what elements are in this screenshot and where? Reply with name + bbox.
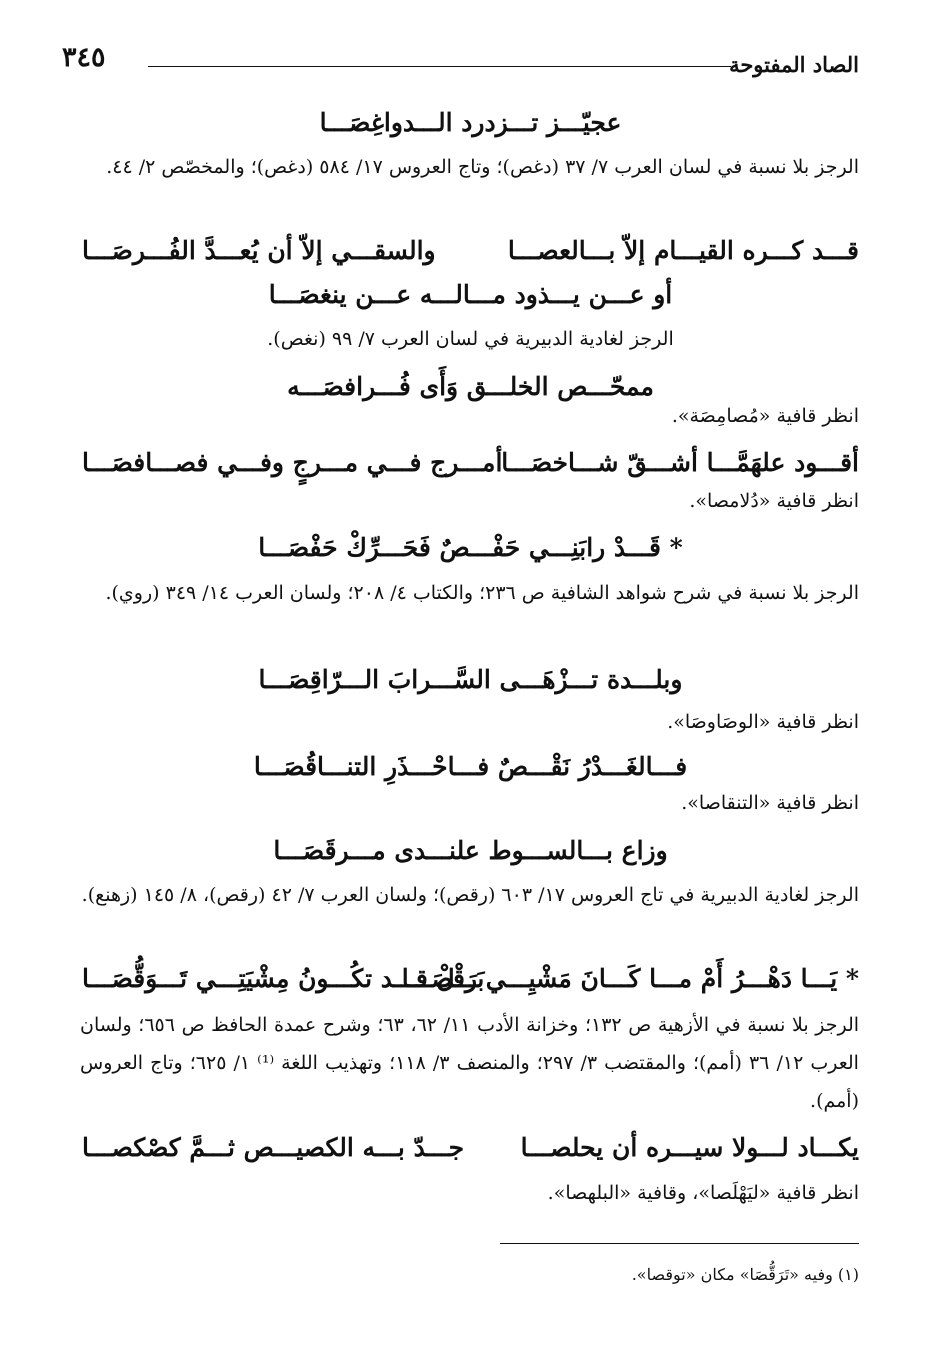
verse-hemistich-right: يكـــاد لـــولا سيـــره أن يحلصـــا xyxy=(520,1133,859,1162)
footnote-rule xyxy=(500,1243,859,1244)
see-reference: انظر قافية «الوصَاوصَا». xyxy=(667,711,859,733)
see-reference: انظر قافية «دُلامصا». xyxy=(689,490,859,512)
source-citation: الرجز بلا نسبة في لسان العرب ٧/ ٣٧ (دغص)؛ وتاج العروس ١٧/ ٥٨٤ (دغص)؛ والمخصّص ٢/ ٤٤. xyxy=(106,156,859,178)
source-citation: الرجز لغادية الدبيرية في تاج العروس ١٧/ ٦٠٣ (رقص)؛ ولسان العرب ٧/ ٤٢ (رقص)، ٨/ ١٤٥ (زهنع). xyxy=(81,884,859,906)
source-citation: الرجز بلا نسبة في شرح شواهد الشافية ص ٢٣٦؛ والكتاب ٤/ ٢٠٨؛ ولسان العرب ١٤/ ٣٤٩ (روي). xyxy=(105,582,859,604)
verse-line: أو عـــن يـــذود مـــالـــه عـــن ينغصَـــا xyxy=(268,280,673,309)
verse-hemistich-right: * يَـــا دَهْـــرُ أَمْ مـــا كَـــانَ مَشْيِـــي رَقْصَـــا xyxy=(401,964,859,993)
verse-line: عجيّـــز تـــزدرد الـــدواغِصَـــا xyxy=(319,108,622,137)
see-reference: انظر قافية «مُصامِصَة». xyxy=(671,405,859,427)
header-rule xyxy=(148,66,731,67)
verse-hemistich-right: أقـــود علهَمَّـــا أشـــقّ شـــاخصَـــا xyxy=(501,448,859,477)
page-number: ٣٤٥ xyxy=(62,42,106,73)
verse-line: * قَـــدْ رابَنِـــي حَفْـــصٌ فَحَـــرِّكْ حَفْصَـــا xyxy=(258,533,683,562)
footnote: (١) وفيه «تَرَقُّصَا» مكان «توقصا». xyxy=(631,1265,859,1284)
see-reference: انظر قافية «التنقاصا». xyxy=(681,792,859,814)
running-header-title: الصاد المفتوحة xyxy=(729,52,859,77)
verse-line: وبلـــدة تـــزْهَـــى السَّـــرابَ الـــرّاقِصَـــا xyxy=(258,665,683,694)
verse-hemistich-left: بَـــلْ قـــد تكُـــونُ مِشْيَتِـــي تَـــوَقُّصَـــا xyxy=(82,964,485,993)
verse-hemistich-right: قـــد كـــره القيـــام إلاّ بـــالعصـــا xyxy=(507,236,859,265)
source-citation: الرجز لغادية الدبيرية في لسان العرب ٧/ ٩٩ (نغص). xyxy=(267,328,674,350)
verse-line: ممحّـــص الخلـــق وَأَى فُـــرافصَـــه xyxy=(287,372,654,401)
verse-line: وزاع بـــالســـوط علنـــدى مـــرقَصَـــا xyxy=(273,836,668,865)
verse-hemistich-left: والسقـــي إلاّ أن يُعـــدَّ الفُـــرصَـــا xyxy=(82,236,436,265)
verse-hemistich-left: أمـــرج فـــي مـــرجٍ وفـــي فصـــافصَـــا xyxy=(82,448,503,477)
source-citation: الرجز بلا نسبة في الأزهية ص ١٣٢؛ وخزانة الأدب ١١/ ٦٢، ٦٣؛ وشرح عمدة الحافظ ص ٦٥٦؛ ولسان العرب ١٢/ ٣٦ (أمم)؛ والمقتضب ٣/ ٢٩٧؛ والمنصف ٣/ ١١٨؛ وتهذيب اللغة ⁽¹⁾ ١/ ٦٢٥؛ وتاج العروس (أمم). xyxy=(80,1014,860,1112)
verse-line: فـــالغَـــدْرُ نَقْـــصٌ فـــاحْـــذَرِ التنـــاقُصَـــا xyxy=(253,752,688,781)
verse-hemistich-left: جـــدّ بـــه الكصيـــص ثـــمَّ كصْكصـــا xyxy=(82,1133,465,1162)
see-reference: انظر قافية «ليَهْلَصا»، وقافية «البلهصا». xyxy=(547,1182,859,1204)
